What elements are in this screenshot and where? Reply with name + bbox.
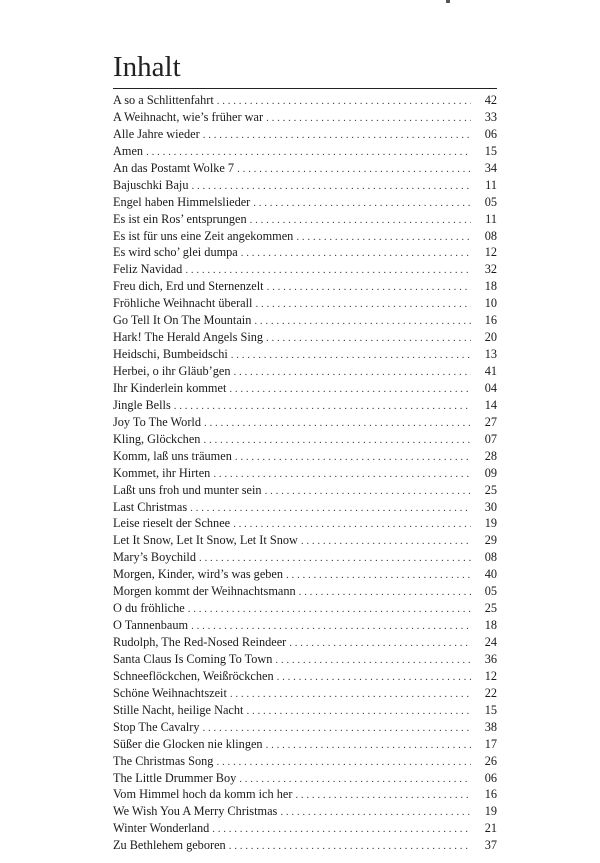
toc-entry-title: Santa Claus Is Coming To Town	[113, 651, 273, 666]
dot-leader	[233, 516, 471, 533]
toc-entry-title: Engel haben Himmelslieder	[113, 194, 251, 209]
dot-leader	[246, 703, 471, 720]
dot-leader	[235, 449, 471, 466]
toc-entry-page: 04	[484, 380, 497, 395]
toc-entry	[113, 837, 497, 854]
toc-entry	[113, 92, 497, 109]
toc-entry	[113, 211, 497, 228]
toc-entry-page: 19	[484, 516, 497, 531]
toc-entry-title: Joy To The World	[113, 414, 201, 429]
toc-entry-page: 36	[484, 651, 497, 666]
toc-entry-title: Vom Himmel hoch da komm ich her	[113, 787, 293, 802]
toc-entry-page: 28	[484, 448, 497, 463]
toc-entry-title: Winter Wonderland	[113, 821, 210, 836]
toc-entry-title: Mary’s Boychild	[113, 550, 196, 565]
dot-leader	[253, 195, 471, 212]
toc-entry-title: Es wird scho’ glei dumpa	[113, 245, 238, 260]
toc-entry-title: Es ist ein Ros’ entsprungen	[113, 211, 247, 226]
toc-entry	[113, 244, 497, 261]
dot-leader	[216, 754, 471, 771]
toc-entry	[113, 770, 497, 787]
toc-entry-title: Süßer die Glocken nie klingen	[113, 736, 263, 751]
toc-entry	[113, 617, 497, 634]
toc-entry-page: 18	[484, 279, 497, 294]
dot-leader	[203, 720, 471, 737]
toc-entry-title: Ihr Kinderlein kommet	[113, 380, 227, 395]
toc-entry-title: Laßt uns froh und munter sein	[113, 482, 262, 497]
dot-leader	[237, 161, 471, 178]
dot-leader	[229, 838, 471, 855]
toc-entry-page: 11	[485, 211, 497, 226]
toc-entry	[113, 261, 497, 278]
toc-entry	[113, 126, 497, 143]
toc-entry	[113, 278, 497, 295]
toc-entry-title: The Christmas Song	[113, 753, 214, 768]
toc-entry-title: Stop The Cavalry	[113, 719, 200, 734]
toc-entry-title: Schöne Weihnachtszeit	[113, 685, 227, 700]
toc-entry-title: Go Tell It On The Mountain	[113, 313, 252, 328]
toc-entry-title: A so a Schlittenfahrt	[113, 93, 214, 107]
toc-entry	[113, 753, 497, 770]
toc-entry	[113, 177, 497, 194]
toc-entry-page: 34	[484, 160, 497, 175]
dot-leader	[266, 330, 471, 347]
dot-leader	[199, 550, 471, 567]
dot-leader	[267, 279, 471, 296]
toc-entry	[113, 380, 497, 397]
toc-entry	[113, 702, 497, 719]
dot-leader	[277, 669, 471, 686]
toc-entry-page: 32	[484, 262, 497, 277]
toc-entry	[113, 465, 497, 482]
toc-entry-page: 16	[484, 787, 497, 802]
toc-entry-title: Morgen, Kinder, wird’s was geben	[113, 567, 284, 582]
toc-entry	[113, 397, 497, 414]
toc-entry-title: Feliz Navidad	[113, 262, 183, 277]
toc-entry	[113, 719, 497, 736]
toc-entry-title: Stille Nacht, heilige Nacht	[113, 702, 244, 717]
toc-entry	[113, 820, 497, 837]
dot-leader	[280, 804, 471, 821]
toc-entry-page: 33	[484, 109, 497, 124]
toc-entry-page: 13	[484, 347, 497, 362]
toc-entry-title: Let It Snow, Let It Snow, Let It Snow	[113, 533, 298, 548]
toc-entry	[113, 143, 497, 160]
toc-entry-title: Morgen kommt der Weihnachtsmann	[113, 584, 296, 599]
toc-entry-page: 19	[484, 804, 497, 819]
toc-entry-title: Es ist für uns eine Zeit angekommen	[113, 228, 294, 243]
dot-leader	[241, 245, 471, 262]
dot-leader	[191, 178, 471, 195]
toc-entry-page: 25	[484, 482, 497, 497]
dot-leader	[204, 415, 471, 432]
dot-leader	[203, 127, 471, 144]
toc-entry-title: Jingle Bells	[113, 397, 171, 412]
toc-entry-title: A Weihnacht, wie’s früher war	[113, 109, 264, 124]
dot-leader	[203, 432, 471, 449]
toc-entry-page: 05	[484, 584, 497, 599]
toc-entry-page: 21	[484, 821, 497, 836]
toc-entry-title: Freu dich, Erd und Sternenzelt	[113, 279, 264, 294]
dot-leader	[190, 500, 471, 517]
toc-entry	[113, 583, 497, 600]
toc-entry	[113, 329, 497, 346]
toc-entry-page: 11	[485, 177, 497, 192]
toc-entry-title: Bajuschki Baju	[113, 177, 189, 192]
toc-entry-page: 09	[484, 465, 497, 480]
toc-entry-page: 22	[484, 685, 497, 700]
toc-entry	[113, 532, 497, 549]
dot-leader	[266, 737, 471, 754]
toc-entry-title: O du fröhliche	[113, 601, 185, 616]
toc-entry	[113, 109, 497, 126]
toc-entry	[113, 228, 497, 245]
toc-entry-page: 14	[484, 397, 497, 412]
toc-entry	[113, 448, 497, 465]
toc-entry-title: Komm, laß uns träumen	[113, 448, 232, 463]
dot-leader	[217, 93, 471, 110]
dot-leader	[239, 771, 471, 788]
toc-entry-page: 08	[484, 228, 497, 243]
toc-entry-title: Kling, Glöckchen	[113, 431, 201, 446]
toc-entry-page: 41	[484, 364, 497, 378]
dot-leader	[289, 635, 471, 652]
toc-entry	[113, 651, 497, 668]
toc-entry	[113, 312, 497, 329]
toc-entry	[113, 786, 497, 803]
toc-entry-page: 27	[484, 414, 497, 429]
toc-entry	[113, 295, 497, 312]
toc-entry-page: 18	[484, 618, 497, 633]
toc-entry	[113, 685, 497, 702]
dot-leader	[265, 483, 471, 500]
toc-entry-page: 10	[484, 296, 497, 311]
corner-mark	[446, 0, 450, 3]
toc-entry-title: Schneeflöckchen, Weißröckchen	[113, 668, 274, 683]
toc-entry-title: Herbei, o ihr Gläub’gen	[113, 364, 231, 378]
toc-entry-title: Rudolph, The Red-Nosed Reindeer	[113, 635, 287, 649]
toc-entry	[113, 634, 497, 651]
toc-entry	[113, 566, 497, 583]
toc-entry-page: 37	[484, 838, 497, 853]
dot-leader	[212, 821, 471, 838]
dot-leader	[191, 618, 471, 635]
table-of-contents	[113, 92, 497, 854]
toc-entry-page: 12	[484, 668, 497, 683]
toc-entry-page: 30	[484, 499, 497, 514]
toc-entry-page: 42	[484, 93, 497, 107]
toc-entry	[113, 160, 497, 177]
toc-entry-title: Alle Jahre wieder	[113, 126, 200, 141]
toc-entry-title: Leise rieselt der Schnee	[113, 516, 231, 531]
toc-entry-title: We Wish You A Merry Christmas	[113, 804, 278, 819]
dot-leader	[174, 398, 471, 415]
toc-entry-page: 08	[484, 550, 497, 565]
toc-entry-page: 29	[484, 533, 497, 548]
toc-entry-title: Kommet, ihr Hirten	[113, 465, 211, 480]
toc-entry-title: Hark! The Herald Angels Sing	[113, 330, 264, 345]
dot-leader	[229, 381, 471, 398]
dot-leader	[185, 262, 471, 279]
toc-entry-page: 20	[484, 330, 497, 345]
toc-entry-page: 07	[484, 431, 497, 446]
toc-entry-page: 16	[484, 313, 497, 328]
dot-leader	[275, 652, 471, 669]
toc-entry	[113, 194, 497, 211]
toc-entry	[113, 803, 497, 820]
toc-entry	[113, 414, 497, 431]
toc-entry-title: Heidschi, Bumbeidschi	[113, 347, 228, 362]
toc-entry-title: Zu Bethlehem geboren	[113, 838, 226, 853]
dot-leader	[286, 567, 471, 584]
dot-leader	[231, 347, 471, 364]
toc-entry	[113, 346, 497, 363]
title-rule	[113, 88, 497, 89]
dot-leader	[233, 364, 471, 381]
toc-entry	[113, 431, 497, 448]
toc-entry	[113, 363, 497, 380]
toc-entry-title: Fröhliche Weihnacht überall	[113, 296, 253, 311]
dot-leader	[230, 686, 471, 703]
toc-entry-page: 24	[484, 635, 497, 649]
toc-entry-page: 38	[484, 719, 497, 734]
dot-leader	[254, 313, 471, 330]
toc-entry	[113, 600, 497, 617]
toc-entry-page: 15	[484, 143, 497, 158]
toc-entry	[113, 515, 497, 532]
dot-leader	[299, 584, 471, 601]
dot-leader	[188, 601, 471, 618]
toc-entry-page: 12	[484, 245, 497, 260]
dot-leader	[255, 296, 471, 313]
dot-leader	[295, 787, 471, 804]
toc-entry-page: 05	[484, 194, 497, 209]
dot-leader	[296, 229, 471, 246]
dot-leader	[250, 212, 471, 229]
toc-entry-title: O Tannenbaum	[113, 618, 189, 633]
toc-entry	[113, 499, 497, 516]
toc-entry	[113, 668, 497, 685]
toc-entry-page: 25	[484, 601, 497, 616]
toc-entry-title: The Little Drummer Boy	[113, 770, 237, 785]
toc-entry	[113, 736, 497, 753]
toc-entry	[113, 549, 497, 566]
toc-entry-page: 26	[484, 753, 497, 768]
toc-entry-title: Last Christmas	[113, 499, 188, 514]
toc-entry-page: 17	[484, 736, 497, 751]
dot-leader	[146, 144, 471, 161]
toc-entry-title: An das Postamt Wolke 7	[113, 160, 235, 175]
page-title: Inhalt	[113, 51, 181, 83]
toc-entry	[113, 482, 497, 499]
dot-leader	[266, 110, 471, 127]
toc-entry-page: 06	[484, 770, 497, 785]
toc-entry-page: 40	[484, 567, 497, 582]
toc-entry-page: 06	[484, 126, 497, 141]
toc-entry-page: 15	[484, 702, 497, 717]
toc-entry-title: Amen	[113, 143, 144, 158]
dot-leader	[301, 533, 471, 550]
dot-leader	[213, 466, 471, 483]
